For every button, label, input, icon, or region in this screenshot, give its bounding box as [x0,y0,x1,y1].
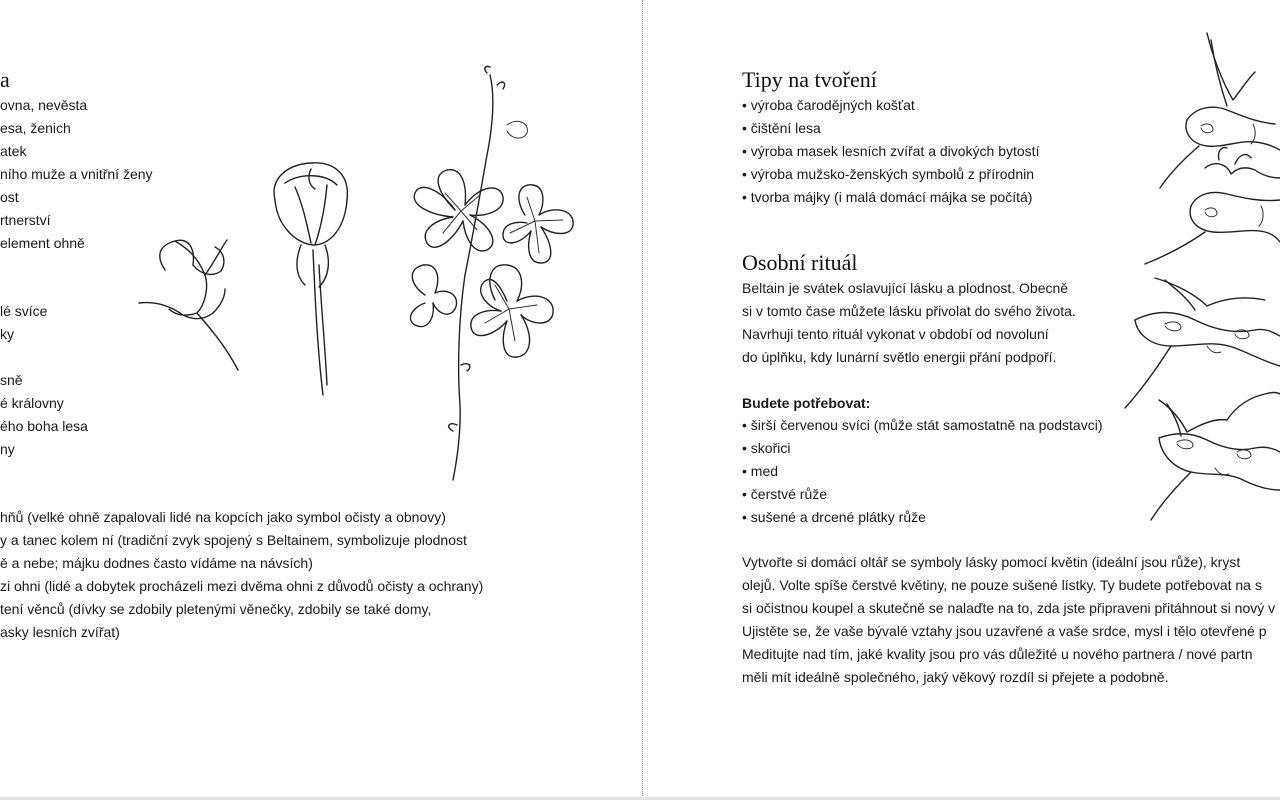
supply-line: sně [0,372,23,388]
tradition-line: ě a nebe; májku dodnes často vídáme na návsích) [0,555,313,571]
tips-item: • čištění lesa [742,120,821,136]
spread-divider [642,0,643,800]
needs-item: • čerstvé růže [742,486,828,502]
supply-line: ny [0,441,15,457]
tips-item: • výroba mužsko-ženských symbolů z přírodnin [742,166,1035,182]
needs-item: • med [742,463,779,479]
symbol-line: atek [0,143,27,159]
supply-line: lé svíce [0,303,48,319]
tradition-line: hňů (velké ohně zapalovali lidé na kopcích jako symbol očisty a obnovy) [0,509,446,525]
symbol-line: rtnerství [0,212,51,228]
flower-sketches-icon [135,65,605,495]
ritual-body-line: Meditujte nad tím, jaké kvality jsou pro vás důležité u nového partnera / nové partn [742,646,1253,662]
ritual-title: Osobní rituál [742,250,858,275]
tradition-line: tení věnců (dívky se zdobily pletenými věnečky, zdobily se také domy, [0,601,432,617]
symbol-line: element ohně [0,235,85,251]
ritual-body-line: si očistnou koupel a skutečně se nalaďte na to, zda jste připraveni přitáhnout si nový v [742,600,1276,616]
animal-mask-sketches-icon [1115,28,1280,528]
ritual-body-line: Ujistěte se, že vaše bývalé vztahy jsou uzavřené a vaše srdce, mysl i tělo otevřené p [742,623,1267,639]
supply-line: ky [0,326,14,342]
needs-item: • sušené a drcené plátky růže [742,509,926,525]
fox-mask-sketch [1151,393,1280,521]
rosebud-sketch [139,240,238,370]
tips-item: • tvorba májky (i malá domácí májka se počítá) [742,189,1033,205]
supply-line: ého boha lesa [0,418,88,434]
symbol-line: ost [0,189,19,205]
tips-item: • výroba masek lesních zvířat a divokých bytostí [742,143,1040,159]
ritual-intro-line: Beltain je svátek oslavující lásku a plodnost. Obecně [742,280,1069,296]
ritual-intro-line: do úplňku, kdy lunární světlo energii přání podpoří. [742,349,1057,365]
ritual-intro-line: Navrhuji tento rituál vykonat v období od novoluní [742,326,1049,342]
deer-mask-sketch [1145,148,1280,264]
ritual-body-line: Vytvořte si domácí oltář se symboly lásky pomocí květin (ideální jsou růže), kryst [742,554,1241,570]
tradition-line: asky lesních zvířat) [0,624,120,640]
tradition-line: zi ohni (lidé a dobytek procházeli mezi dvěma ohni z důvodů očisty a ochrany) [0,578,484,594]
right-page [645,0,1280,800]
tips-title: Tipy na tvoření [742,67,877,92]
ritual-body-line: olejů. Volte spíše čerstvé květiny, ne pouze sušené lístky. Ty budete potřebovat na s [742,577,1262,593]
animal-masks-illustration [1115,28,1280,528]
ritual-intro-line: si v tomto čase můžete lásku přivolat do svého života. [742,303,1076,319]
supply-line: é královny [0,395,64,411]
cat-mask-sketch [1125,278,1280,408]
flower-sketches-illustration [135,65,605,495]
needs-item: • skořici [742,440,791,456]
needs-item: • širší červenou svíci (může stát samostatně na podstavci) [742,417,1103,433]
needs-title: Budete potřebovat: [742,395,871,411]
tips-item: • výroba čarodějných košťat [742,97,915,113]
tradition-line: y a tanec kolem ní (tradiční zvyk spojený s Beltainem, symbolizuje plodnost [0,532,467,548]
ritual-body-line: měli mít ideálně společného, jaký věkový rozdíl si přejete a podobně. [742,669,1169,685]
blossom-branch-sketch [410,66,573,480]
symbol-line: ovna, nevěsta [0,97,88,113]
symbol-line: esa, ženich [0,120,71,136]
symbol-line: ního muže a vnitřní ženy [0,166,153,182]
left-heading-fragment: a [0,67,10,92]
rose-sketch [274,163,347,395]
